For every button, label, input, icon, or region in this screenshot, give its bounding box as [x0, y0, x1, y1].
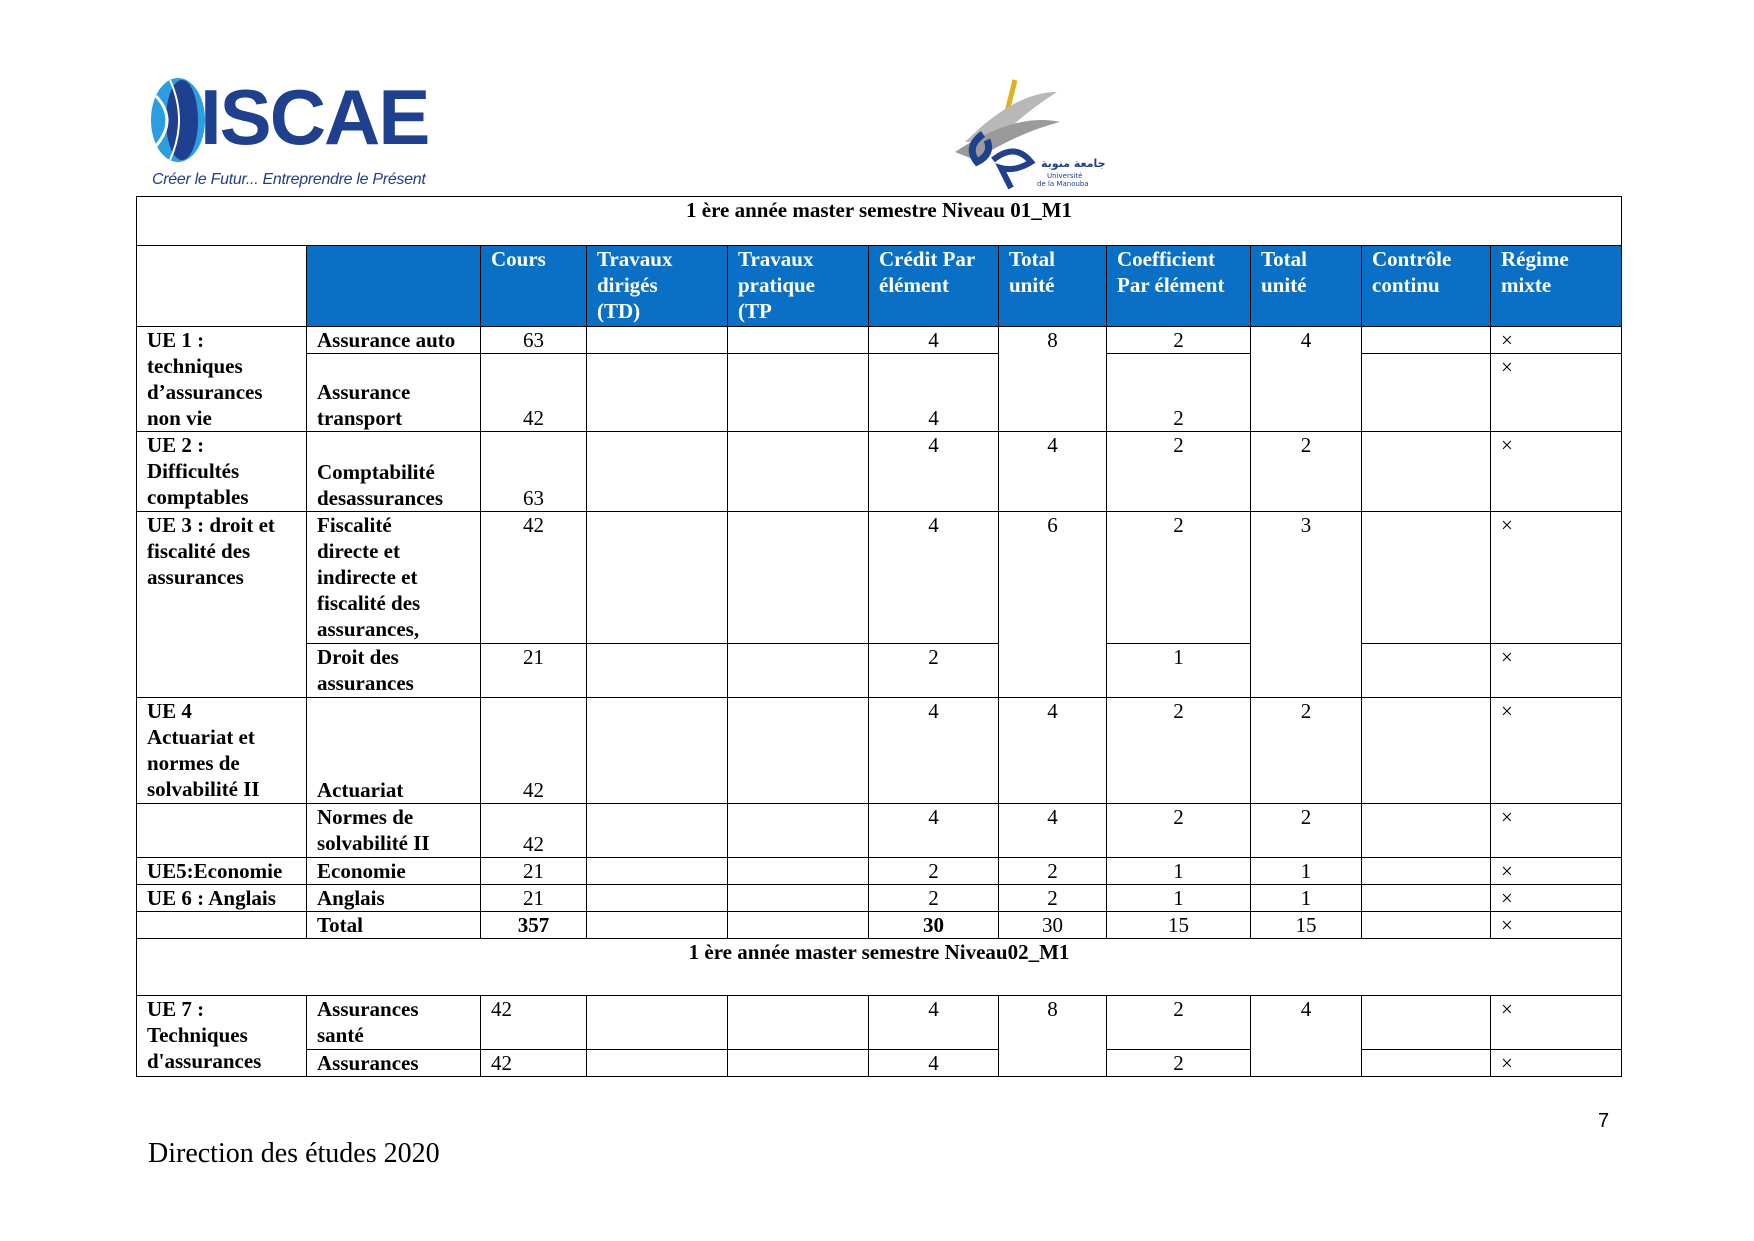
element-label: Droit des assurances — [307, 644, 481, 698]
total-credit: 8 — [999, 327, 1107, 432]
element-label: Anglais — [307, 885, 481, 912]
credit-value: 4 — [869, 804, 999, 858]
total-coef: 2 — [1251, 432, 1362, 512]
column-header-row — [137, 246, 1622, 327]
total-coef-sum: 15 — [1107, 912, 1251, 939]
total-cours: 357 — [481, 912, 587, 939]
table-row — [137, 354, 1622, 432]
col-td: Travaux dirigés (TD) — [587, 246, 728, 327]
coef-value: 2 — [1107, 804, 1251, 858]
iscae-logo — [148, 73, 429, 198]
coef-value: 1 — [1107, 644, 1251, 698]
univ-name-line2: de la Manouba — [1037, 180, 1089, 188]
regime-mark: × — [1491, 912, 1622, 939]
total-coef: 3 — [1251, 512, 1362, 698]
total-credit: 2 — [999, 858, 1107, 885]
table-row — [137, 327, 1622, 354]
iscae-tagline: Créer le Futur... Entreprendre le Présent — [152, 171, 426, 188]
total-credit: 4 — [999, 804, 1107, 858]
col-tp: Travaux pratique (TP — [728, 246, 869, 327]
total-coef: 4 — [1251, 327, 1362, 432]
total-coef-unit: 15 — [1251, 912, 1362, 939]
coef-value: 2 — [1107, 354, 1251, 432]
header-blank-cell — [137, 246, 307, 327]
cours-hours: 42 — [481, 512, 587, 644]
credit-value: 4 — [869, 996, 999, 1050]
element-label: Assurance auto — [307, 327, 481, 354]
credit-value: 4 — [869, 512, 999, 644]
footer-text: Direction des études 2020 — [148, 1138, 440, 1169]
total-coef: 1 — [1251, 885, 1362, 912]
element-label: Assurances santé — [307, 996, 481, 1050]
coef-value: 1 — [1107, 885, 1251, 912]
credit-value: 2 — [869, 858, 999, 885]
element-label: Assurance transport — [307, 354, 481, 432]
coef-value: 2 — [1107, 996, 1251, 1050]
regime-mark: × — [1491, 858, 1622, 885]
cours-hours: 21 — [481, 644, 587, 698]
total-coef: 1 — [1251, 858, 1362, 885]
element-label: Comptabilité desassurances — [307, 432, 481, 512]
ue-label: UE 4 Actuariat et normes de solvabilité II — [137, 698, 307, 804]
regime-mark: × — [1491, 512, 1622, 644]
coef-value: 2 — [1107, 698, 1251, 804]
header-element-cell — [307, 246, 481, 327]
table-row — [137, 698, 1622, 804]
total-credit-sum: 30 — [869, 912, 999, 939]
credit-value: 4 — [869, 354, 999, 432]
total-credit-unit: 30 — [999, 912, 1107, 939]
semester2-title: 1 ère année master semestre Niveau02_M1 — [137, 939, 1622, 996]
table-row — [137, 804, 1622, 858]
element-label: Assurances — [307, 1050, 481, 1077]
regime-mark: × — [1491, 432, 1622, 512]
credit-value: 2 — [869, 644, 999, 698]
regime-mark: × — [1491, 1050, 1622, 1077]
col-coefficient: Coefficient Par élément — [1107, 246, 1251, 327]
iscae-wordmark: ISCAE — [200, 73, 429, 161]
page-number: 7 — [1598, 1110, 1610, 1132]
regime-mark: × — [1491, 354, 1622, 432]
regime-mark: × — [1491, 885, 1622, 912]
regime-mark: × — [1491, 644, 1622, 698]
total-label: Total — [307, 912, 481, 939]
ue-label: UE 1 : techniques d’assurances non vie — [137, 327, 307, 432]
total-credit: 4 — [999, 698, 1107, 804]
universite-manouba-logo — [935, 72, 1106, 200]
table-row — [137, 885, 1622, 912]
semester1-title-row — [137, 197, 1622, 246]
credit-value: 4 — [869, 1050, 999, 1077]
col-regime-mixte: Régime mixte — [1491, 246, 1622, 327]
coef-value: 1 — [1107, 858, 1251, 885]
page-header — [0, 0, 1754, 200]
total-credit: 8 — [999, 996, 1107, 1077]
total-credit: 4 — [999, 432, 1107, 512]
total-credit: 2 — [999, 885, 1107, 912]
univ-name-line1: Université — [1047, 172, 1083, 180]
cours-hours: 21 — [481, 858, 587, 885]
table-row — [137, 1050, 1622, 1077]
element-label: Economie — [307, 858, 481, 885]
regime-mark: × — [1491, 804, 1622, 858]
regime-mark: × — [1491, 996, 1622, 1050]
univ-arabic-name: جامعة منوبة — [1041, 157, 1106, 170]
cours-hours: 63 — [481, 432, 587, 512]
semester1-title: 1 ère année master semestre Niveau 01_M1 — [137, 197, 1622, 246]
regime-mark: × — [1491, 327, 1622, 354]
col-credit: Crédit Par élément — [869, 246, 999, 327]
col-total-coef: Total unité — [1251, 246, 1362, 327]
cours-hours: 42 — [481, 996, 587, 1050]
ue-label: UE 3 : droit et fiscalité des assurances — [137, 512, 307, 698]
element-label: Normes de solvabilité II — [307, 804, 481, 858]
total-coef: 4 — [1251, 996, 1362, 1077]
coef-value: 2 — [1107, 327, 1251, 354]
coef-value: 2 — [1107, 1050, 1251, 1077]
total-credit: 6 — [999, 512, 1107, 698]
coef-value: 2 — [1107, 432, 1251, 512]
coef-value: 2 — [1107, 512, 1251, 644]
cours-hours: 63 — [481, 327, 587, 354]
ue-label: UE 7 : Techniques d'assurances — [137, 996, 307, 1077]
regime-mark: × — [1491, 698, 1622, 804]
element-label: Fiscalité directe et indirecte et fiscalité des assurances, — [307, 512, 481, 644]
table-row — [137, 644, 1622, 698]
col-controle-continu: Contrôle continu — [1362, 246, 1491, 327]
table-row — [137, 512, 1622, 644]
program-table — [136, 196, 1622, 1077]
cours-hours: 21 — [481, 885, 587, 912]
col-total-credit: Total unité — [999, 246, 1107, 327]
semester2-title-row — [137, 939, 1622, 996]
credit-value: 4 — [869, 432, 999, 512]
total-row — [137, 912, 1622, 939]
table-row — [137, 858, 1622, 885]
element-label: Actuariat — [307, 698, 481, 804]
cours-hours: 42 — [481, 1050, 587, 1077]
ue-label: UE 2 : Difficultés comptables — [137, 432, 307, 512]
cours-hours: 42 — [481, 698, 587, 804]
total-coef: 2 — [1251, 698, 1362, 804]
ue-label: UE5:Economie — [137, 858, 307, 885]
credit-value: 4 — [869, 698, 999, 804]
ue-label: UE 6 : Anglais — [137, 885, 307, 912]
table-row — [137, 432, 1622, 512]
total-coef: 2 — [1251, 804, 1362, 858]
col-cours: Cours — [481, 246, 587, 327]
table-row — [137, 996, 1622, 1050]
cours-hours: 42 — [481, 804, 587, 858]
cours-hours: 42 — [481, 354, 587, 432]
credit-value: 4 — [869, 327, 999, 354]
credit-value: 2 — [869, 885, 999, 912]
